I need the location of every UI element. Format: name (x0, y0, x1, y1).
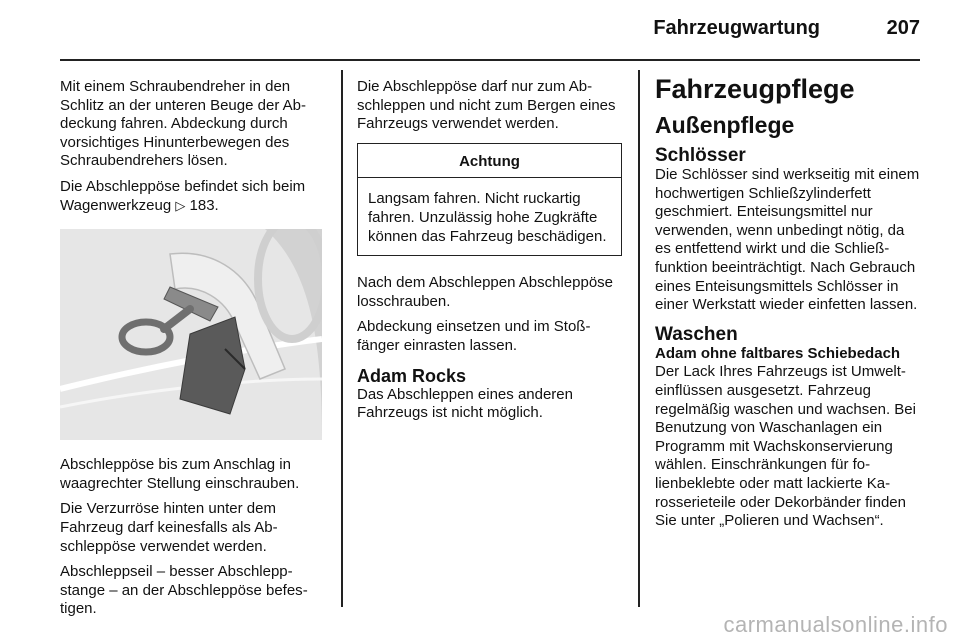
paragraph-locks: Die Schlösser sind werkseitig mit einem hochwertigen Schließzylinderfett geschmiert. Enteisungsmittel nur verwenden, wenn unbedingt nötig, da es entfettend wirkt und die Schließfunktion beeinträchtigt. Nach Gebrauch eines Enteisungsmittels Schlösser in einer Werkstatt wieder einfetten lassen. (655, 166, 920, 314)
warning-text: Langsam fahren. Nicht ruckartig fahren. Unzulässig hohe Zugkräfte können das Fahrzeug beschädigen. (368, 190, 607, 245)
paragraph-tool-location (60, 178, 325, 215)
tow-eye-illustration (60, 229, 322, 440)
paragraph-tow-rope: Abschleppseil – besser Abschleppstange – an der Abschleppöse befestigen. (60, 563, 308, 618)
tow-eye-drawing (60, 229, 322, 440)
column-2 (357, 78, 622, 430)
heading-locks: Schlösser (655, 145, 746, 166)
heading-adam-rocks: Adam Rocks (357, 365, 467, 386)
tool-location-text: Die Abschleppöse befindet sich beim Wagenwerkzeug (60, 177, 306, 214)
header-divider (60, 59, 920, 61)
paragraph-adam-rocks: Das Abschleppen eines anderen Fahrzeugs ist nicht möglich. (357, 385, 573, 422)
warning-box (357, 143, 622, 256)
watermark: carmanualsonline.info (723, 612, 948, 637)
column-divider-2 (638, 70, 640, 607)
paragraph-tow-only: Die Abschleppöse darf nur zum Abschleppen und nicht zum Bergen eines Fahrzeugs verwendet werden. (357, 78, 616, 133)
page-number: 207 (886, 17, 920, 39)
heading-exterior-care: Außenpflege (655, 112, 795, 138)
paragraph-screwdriver: Mit einem Schraubendreher in den Schlitz an der unteren Beuge der Abdeckung fahren. Abdeckung durch vorsichtiges Hinunterbewegen des Schraubendrehers lösen. (60, 78, 306, 170)
warning-title: Achtung (358, 144, 621, 179)
paragraph-unscrew: Nach dem Abschleppen Abschleppöse losschrauben. (357, 274, 614, 310)
section-title: Fahrzeugwartung (653, 17, 820, 39)
paragraph-washing: Der Lack Ihres Fahrzeugs ist Umwelteinflüssen ausgesetzt. Fahrzeug regelmäßig waschen und wachsen. Bei Benutzung von Waschanlagen ein Programm mit Wachskonservierung wählen. Einschränkungen für folienbeklebte oder matt lackierte Karosserieteile oder Dekorbänder finden Sie unter „Polieren und Wachsen“. (655, 363, 916, 530)
column-3 (655, 74, 923, 538)
page-ref-arrow-icon[interactable]: ▷ (175, 197, 186, 213)
page-ref-link[interactable]: 183. (189, 196, 219, 214)
column-1 (60, 78, 325, 626)
column-divider-1 (341, 70, 343, 607)
paragraph-lashing-eye: Die Verzurröse hinten unter dem Fahrzeug darf keinesfalls als Abschleppöse verwendet werden. (60, 500, 278, 555)
paragraph-cover: Abdeckung einsetzen und im Stoßfänger einrasten lassen. (357, 318, 591, 354)
heading-vehicle-care: Fahrzeugpflege (655, 74, 855, 104)
subheading-no-roof: Adam ohne faltbares Schiebedach (655, 344, 901, 362)
paragraph-screw-in: Abschleppöse bis zum Anschlag in waagrechter Stellung einschrauben. (60, 456, 300, 492)
heading-washing: Waschen (655, 323, 738, 345)
